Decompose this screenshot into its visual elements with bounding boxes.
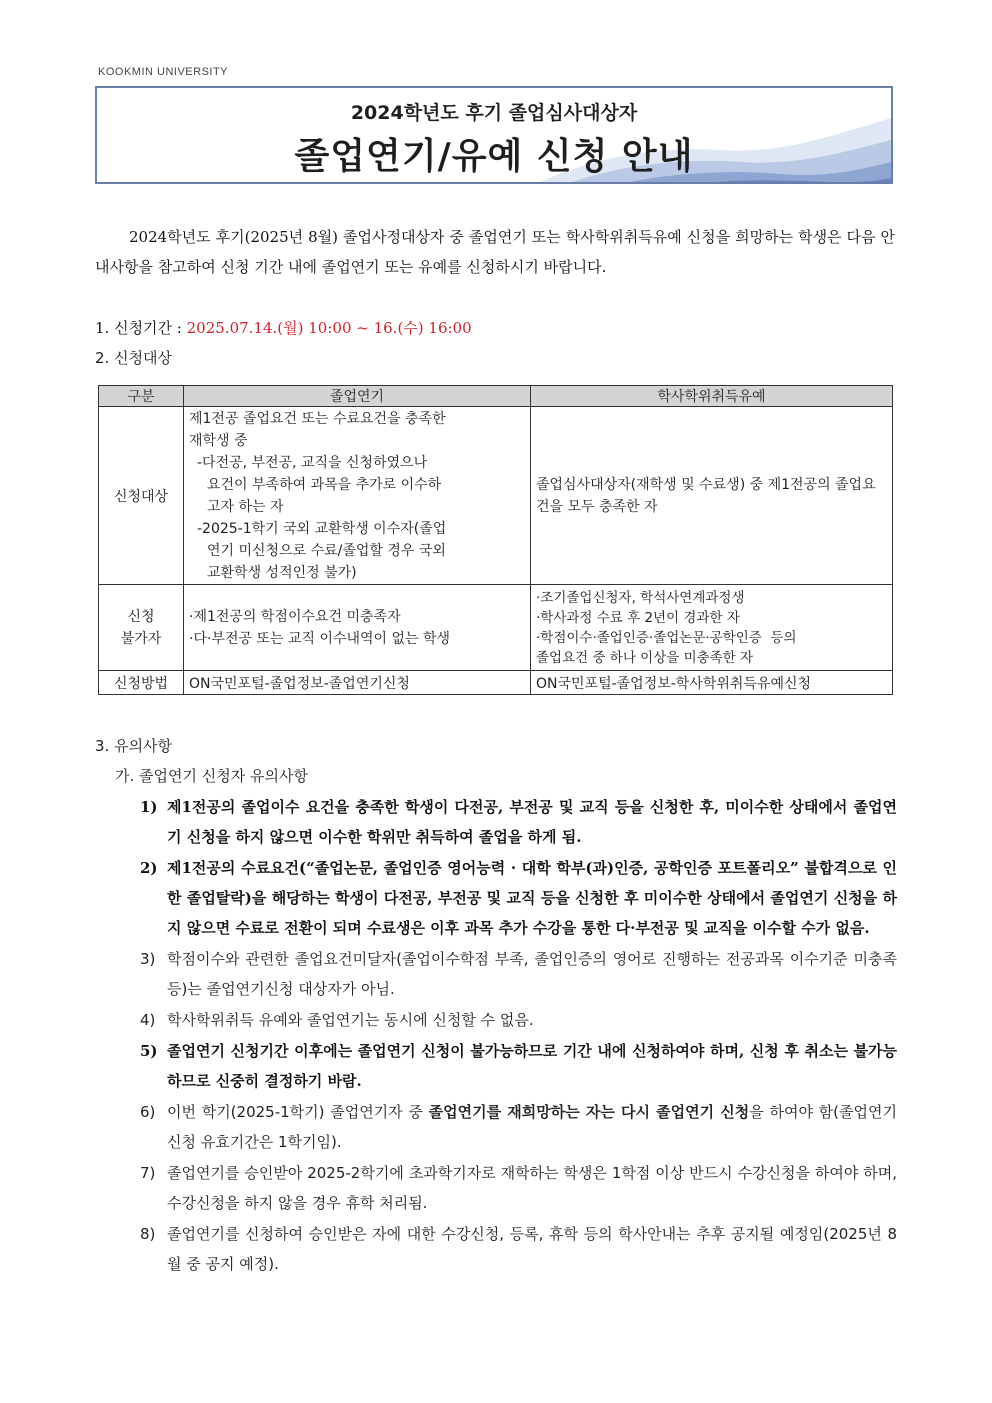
notes-list: [140, 792, 897, 1280]
postpone-ineligible-cell: ·조기졸업신청자, 학석사연계과정생 ·학사과정 수료 후 2년이 경과한 자 ·학점이수·졸업인증·졸업논문·공학인증 등의 졸업요건 중 하나 이상을 미충족한 자: [531, 585, 893, 671]
row-label: 신청방법: [99, 671, 184, 695]
list-item: 8) 졸업연기를 신청하여 승인받은 자에 대한 수강신청, 등록, 휴학 등의 학사안내는 추후 공지될 예정임(2025년 8월 중 공지 예정).: [140, 1225, 897, 1273]
list-item: 6) 이번 학기(2025-1학기) 졸업연기자 중 졸업연기를 재희망하는 자는 다시 졸업연기 신청을 하여야 함(졸업연기 신청 유효기간은 1학기임).: [140, 1103, 897, 1151]
intro-paragraph: 2024학년도 후기(2025년 8월) 졸업사정대상자 중 졸업연기 또는 학사학위취득유예 신청을 희망하는 학생은 다음 안내사항을 참고하여 신청 기간 내에 졸업연기 또는 유예를 신청하시기 바랍니다.: [95, 228, 895, 276]
application-period: [95, 314, 472, 342]
table-header-row: [99, 386, 893, 407]
table-row: [99, 671, 893, 695]
table-row: [99, 407, 893, 585]
list-item: 4) 학사학위취득 유예와 졸업연기는 동시에 신청할 수 없음.: [140, 1011, 534, 1029]
section-notes-heading: 3. 유의사항: [95, 737, 173, 755]
banner-subtitle: 2024학년도 후기 졸업심사대상자: [350, 102, 638, 124]
row-label: 신청 불가자: [99, 585, 184, 671]
list-item: 5) 졸업연기 신청기간 이후에는 졸업연기 신청이 불가능하므로 기간 내에 신청하여야 하며, 신청 후 취소는 불가능하므로 신중히 결정하기 바람.: [140, 1042, 897, 1090]
subsection-heading: 가. 졸업연기 신청자 유의사항: [115, 767, 308, 785]
eligibility-table: [98, 385, 893, 695]
period-label: 1. 신청기간 :: [95, 319, 187, 337]
period-value: 2025.07.14.(월) 10:00 ~ 16.(수) 16:00: [186, 319, 472, 337]
table-row: [99, 585, 893, 671]
page-title: 졸업연기/유예 신청 안내: [294, 136, 694, 177]
list-item: 1) 제1전공의 졸업이수 요건을 충족한 학생이 다전공, 부전공 및 교직 등을 신청한 후, 미이수한 상태에서 졸업연기 신청을 하지 않으면 이수한 학위만 취득하여 졸업을 하게 됨.: [140, 798, 897, 846]
university-name: KOOKMIN UNIVERSITY: [98, 66, 229, 78]
deferral-eligibility-cell: 제1전공 졸업요건 또는 수료요건을 충족한 재학생 중 -다전공, 부전공, 교직을 신청하였으나 요건이 부족하여 과목을 추가로 이수하 고자 하는 자 -2025-1학기 국외 교환학생 이수자(졸업 연기 미신청으로 수료/졸업할 경우 국외 교환학생 성적인정 불가): [184, 407, 531, 585]
postpone-eligibility-cell: 졸업심사대상자(재학생 및 수료생) 중 제1전공의 졸업요건을 모두 충족한 자: [531, 407, 893, 585]
table-header: 구분: [99, 386, 184, 407]
deferral-method-cell: ON국민포털-졸업정보-졸업연기신청: [184, 671, 531, 695]
title-banner: [95, 86, 893, 184]
table-header: 학사학위취득유예: [531, 386, 893, 407]
list-item: 3) 학점이수와 관련한 졸업요건미달자(졸업이수학점 부족, 졸업인증의 영어로 진행하는 전공과목 이수기준 미충족 등)는 졸업연기신청 대상자가 아님.: [140, 950, 897, 998]
deferral-ineligible-cell: ·제1전공의 학점이수요건 미충족자 ·다·부전공 또는 교직 이수내역이 없는 학생: [184, 585, 531, 671]
list-item: 2) 제1전공의 수료요건(“졸업논문, 졸업인증 영어능력 · 대학 학부(과)인증, 공학인증 포트폴리오” 불합격으로 인한 졸업탈락)을 해당하는 학생이 다전공, 부전공 및 교직 등을 신청한 후 미이수한 상태에서 졸업연기 신청을 하지 않으면 수료로 전환이 되며 수료생은 이후 과목 추가 수강을 통한 다·부전공 및 교직을 이수할 수가 없음.: [140, 859, 897, 937]
postpone-method-cell: ON국민포털-졸업정보-학사학위취득유예신청: [531, 671, 893, 695]
table-header: 졸업연기: [184, 386, 531, 407]
section-eligibility-heading: 2. 신청대상: [95, 349, 173, 367]
row-label: 신청대상: [99, 407, 184, 585]
list-item: 7) 졸업연기를 승인받아 2025-2학기에 초과학기자로 재학하는 학생은 1학점 이상 반드시 수강신청을 하여야 하며, 수강신청을 하지 않을 경우 휴학 처리됨.: [140, 1164, 897, 1212]
